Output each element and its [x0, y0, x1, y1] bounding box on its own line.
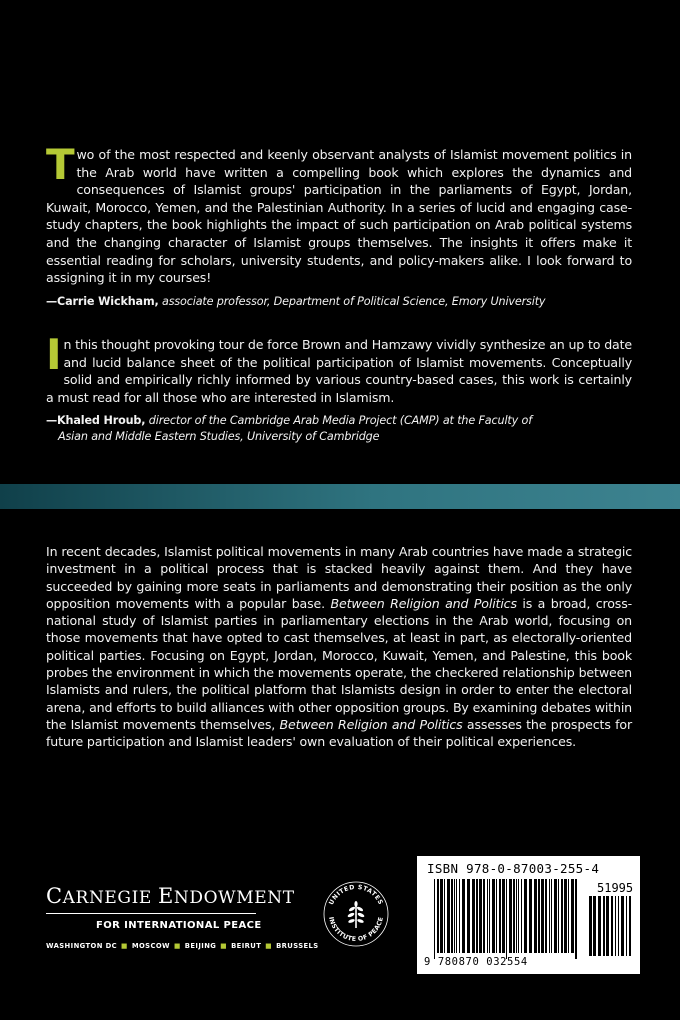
barcode-bar: [571, 879, 574, 953]
praise-quote-2-attribution: [46, 413, 632, 444]
barcode-bar: [575, 879, 577, 959]
ean-number: 9 780870 032554: [424, 956, 528, 968]
attribution-name: —Khaled Hroub,: [46, 414, 146, 428]
barcode-bar: [451, 879, 453, 953]
teal-divider-band: [0, 484, 680, 509]
praise-quote-1: [46, 140, 632, 309]
barcode-bar: [626, 896, 627, 956]
barcode-bar: [434, 879, 435, 959]
dropcap-i: I: [46, 330, 62, 379]
praise-quote-1-attribution: [46, 294, 632, 310]
carnegie-endowment-logo: [46, 884, 319, 950]
barcode-bar: [534, 879, 537, 953]
city-separator: ■: [121, 942, 128, 950]
barcode-bar: [459, 879, 460, 953]
attribution-name: —Carrie Wickham,: [46, 294, 159, 308]
barcode-bar: [506, 879, 507, 959]
barcode-bar: [545, 879, 547, 953]
barcode-bar: [551, 879, 552, 953]
barcode-bar: [541, 879, 544, 953]
barcode-bar: [456, 879, 457, 953]
barcode-bar: [476, 879, 478, 953]
barcode-bar: [558, 879, 559, 953]
barcode-bar: [549, 879, 550, 953]
barcode-bar: [492, 879, 495, 953]
attribution-role: associate professor, Department of Political Science, Emory University: [161, 294, 546, 308]
barcode-bar: [606, 896, 609, 956]
barcode-bar: [502, 879, 505, 953]
barcode-bar: [593, 896, 596, 956]
barcode-bar: [618, 896, 619, 956]
barcode-bar: [440, 879, 443, 953]
barcode-bar: [516, 879, 517, 953]
barcode-bar: [489, 879, 490, 953]
barcode-bar: [472, 879, 475, 953]
book-description: [46, 543, 632, 751]
barcode-bar: [467, 879, 470, 953]
barcode-bar: [487, 879, 488, 953]
praise-quote-1-text: Two of the most respected and keenly observant analysts of Islamist movement politics in the Arab world have written a compelling book which explores the dynamics and consequences of Islamist groups' participation in the parliaments of Egypt, Jordan, Kuwait, Morocco, Yemen, and the Palestinian Authority. In a series of lucid and engaging case-study chapters, the book highlights the impact of such participation on Arab political systems and the changing character of Islamist groups themselves. The insights it offers make it essential reading for scholars, university students, and policy-makers alike. I look forward to assigning it in my courses!: [46, 140, 632, 286]
isbn-number: ISBN 978-0-87003-255-4: [427, 861, 600, 876]
isbn-barcode: [417, 856, 640, 974]
city: BEIJING: [184, 942, 217, 950]
city: WASHINGTON DC: [46, 942, 118, 950]
barcode-bar: [518, 879, 519, 953]
praise-quote-2: [46, 330, 632, 444]
book-description-text: In recent decades, Islamist political movements in many Arab countries have made a strategic investment in a political process that is stacked heavily against them. And they have succeeded by gaining more seats in parliaments and demonstrating their position as the only opposition movements with a popular base. Between Religion and Politics is a broad, cross-national study of Islamist parties in parliamentary elections in the Arab world, focusing on those movements that have opted to cast themselves, at least in part, as electorally-oriented political parties. Focusing on Egypt, Jordan, Morocco, Kuwait, Yemen, and Palestine, this book probes the environment in which the movements operate, the checkered relationship between Islamists and rulers, the political platform that Islamists design in order to enter the electoral arena, and efforts to build alliances with other opposition groups. By examining debates within the Islamist movements themselves, Between Religion and Politics assesses the prospects for future participation and Islamist leaders' own evaluation of their political experiences.: [46, 544, 632, 750]
barcode-bar: [437, 879, 439, 953]
barcode-bar: [524, 879, 527, 953]
praise-quote-2-text: In this thought provoking tour de force Brown and Hamzawy vividly synthesize an up to date and lucid balance sheet of the political participation of Islamist movements. Conceptually solid and empirically richly informed by various country-based cases, this work is certainly a must read for all those who are interested in Islamism.: [46, 330, 632, 405]
barcode-bar: [598, 896, 601, 956]
barcode-bar: [454, 879, 455, 953]
barcode-bar: [513, 879, 515, 953]
barcode-bar: [615, 896, 616, 956]
barcode-bar: [447, 879, 450, 953]
barcode-bar: [568, 879, 569, 953]
barcode-bar: [483, 879, 485, 953]
book-title: Between Religion and Politics: [330, 595, 517, 611]
logo-divider: [46, 913, 256, 914]
city: BRUSSELS: [276, 942, 319, 950]
seal-text-bottom: INSTITUTE OF PEACE: [327, 916, 385, 944]
price-code: 51995: [597, 881, 634, 895]
barcode-bar: [499, 879, 501, 953]
barcode-bar: [564, 879, 567, 953]
city: BEIRUT: [231, 942, 262, 950]
barcode-bar: [589, 896, 592, 956]
city-separator: ■: [265, 942, 273, 950]
city-separator: ■: [173, 942, 181, 950]
city: MOSCOW: [131, 942, 170, 950]
barcode-bar: [462, 879, 465, 953]
barcode-bar: [496, 879, 497, 953]
usip-seal: [322, 880, 390, 948]
book-title: Between Religion and Politics: [279, 716, 463, 732]
barcode-bar: [538, 879, 540, 953]
barcode-bar: [621, 896, 624, 956]
attribution-role-continued: Asian and Middle Eastern Studies, University of Cambridge: [58, 429, 380, 443]
publisher-subtitle: FOR INTERNATIONAL PEACE: [96, 920, 262, 931]
dropcap-t: T: [46, 140, 75, 189]
barcode-bar: [603, 896, 605, 956]
barcode-bar: [521, 879, 522, 953]
publisher-cities: [46, 942, 319, 950]
publisher-name: CARNEGIE ENDOWMENT: [46, 884, 295, 908]
barcode-bar: [561, 879, 563, 953]
barcode-bar: [479, 879, 482, 953]
barcode-bar: [444, 879, 445, 953]
city-separator: ■: [220, 942, 228, 950]
seal-text-top: UNITED STATES: [327, 883, 385, 907]
barcode-bar: [611, 896, 613, 956]
barcode-bar: [629, 896, 631, 956]
attribution-role: director of the Cambridge Arab Media Project (CAMP) at the Faculty of: [148, 414, 532, 428]
barcode-bar: [509, 879, 512, 953]
barcode-bar: [529, 879, 532, 953]
olive-branch-icon: [347, 901, 365, 928]
barcode-bar: [554, 879, 557, 953]
